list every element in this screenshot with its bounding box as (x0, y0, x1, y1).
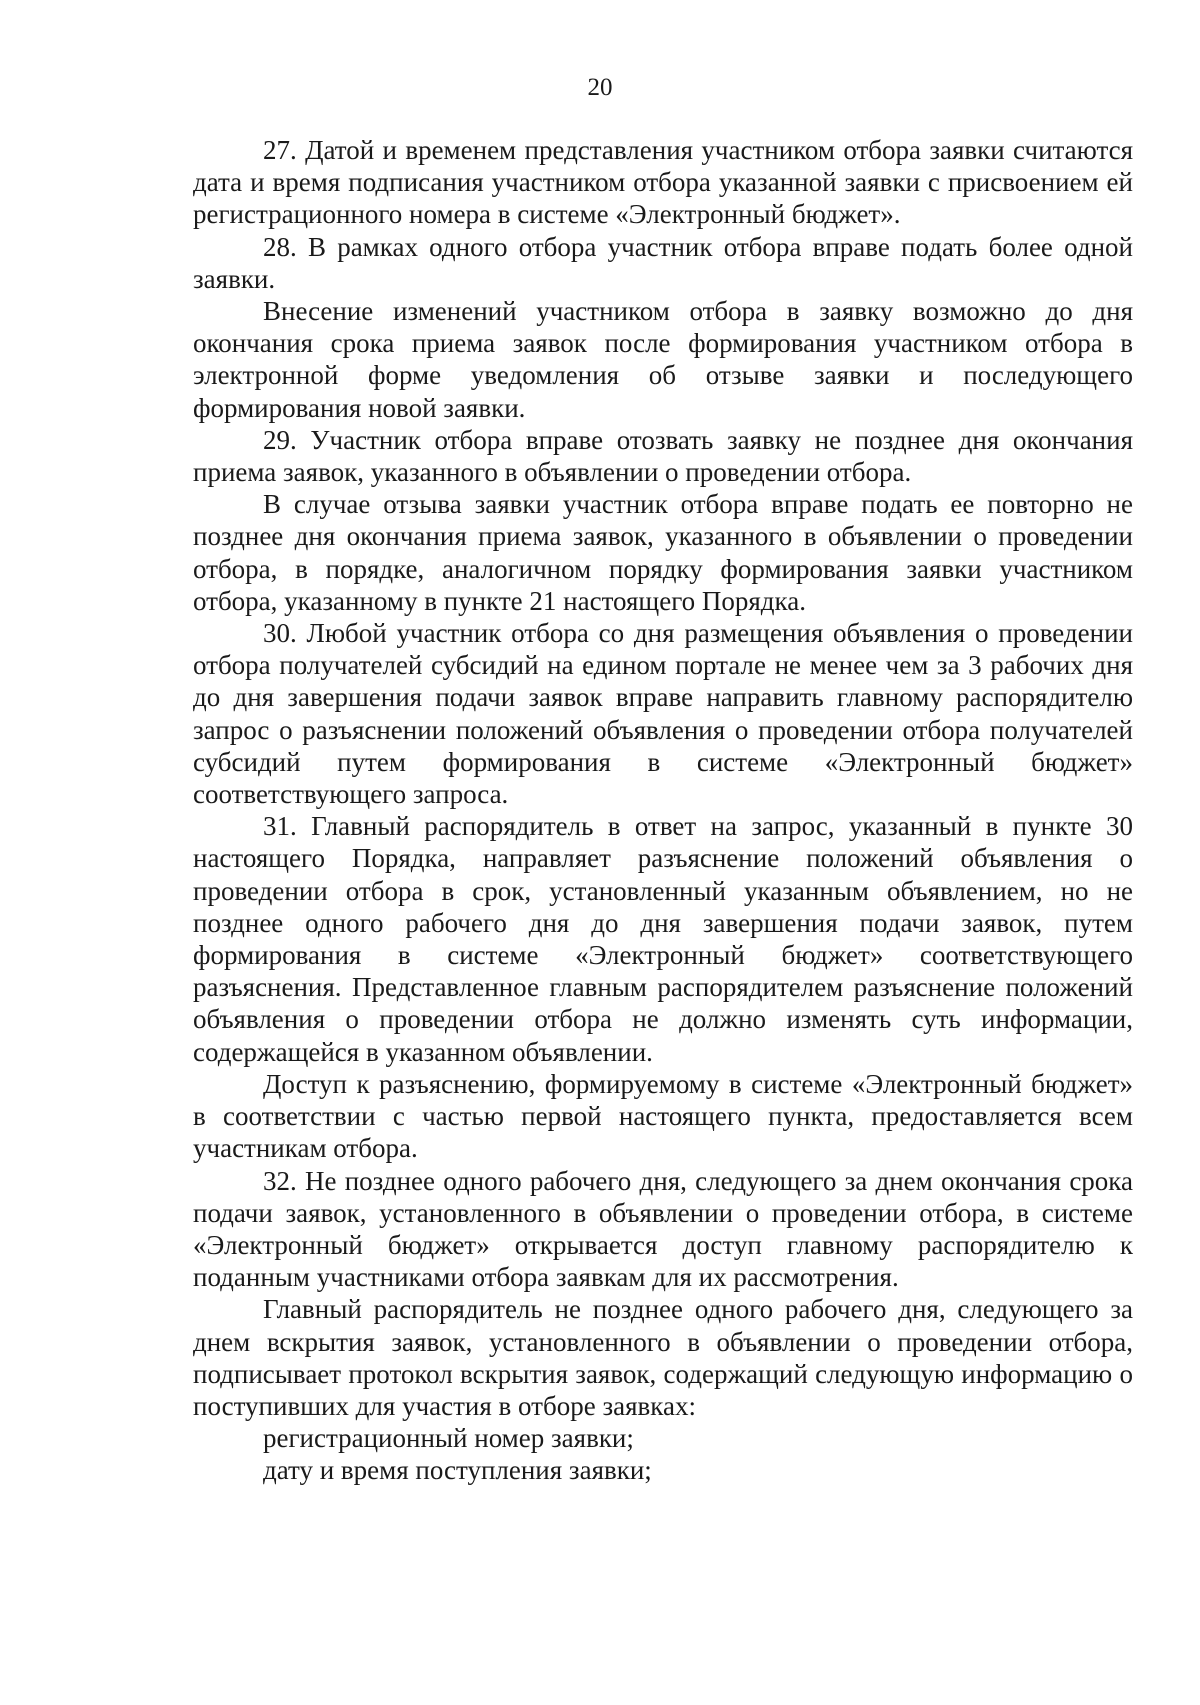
paragraph-31-access: Доступ к разъяснению, формируемому в системе «Электронный бюджет» в соответствии с частью первой настоящего пункта, предоставляется всем участникам отбора. (193, 1068, 1133, 1164)
paragraph-29-withdrawal: В случае отзыва заявки участник отбора вправе подать ее повторно не позднее дня окончания приема заявок, указанного в объявлении о проведении отбора, в порядке, аналогичном порядку формирования заявки участником отбора, указанному в пункте 21 настоящего Порядка. (193, 489, 1133, 616)
page-number: 20 (587, 74, 613, 101)
paragraph-29: 29. Участник отбора вправе отозвать заявку не позднее дня окончания приема заявок, указанного в объявлении о проведении отбора. (193, 424, 1133, 488)
paragraph-28-changes: Внесение изменений участником отбора в заявку возможно до дня окончания срока приема заявок после формирования участником отбора в электронной форме уведомления об отзыве заявки и последующего формирования новой заявки. (193, 296, 1133, 423)
document-body (193, 134, 1133, 1487)
paragraph-32: 32. Не позднее одного рабочего дня, следующего за днем окончания срока подачи заявок, установленного в объявлении о проведении отбора, в системе «Электронный бюджет» открывается доступ главному распорядителю к поданным участниками отбора заявкам для их рассмотрения. (193, 1165, 1133, 1293)
paragraph-30: 30. Любой участник отбора со дня размещения объявления о проведении отбора получателей субсидий на едином портале не менее чем за 3 рабочих дня до дня завершения подачи заявок вправе направить главному распорядителю запрос о разъяснении положений объявления о проведении отбора получателей субсидий путем формирования в системе «Электронный бюджет» соответствующего запроса. (193, 618, 1133, 810)
paragraph-28: 28. В рамках одного отбора участник отбора вправе подать более одной заявки. (193, 231, 1133, 294)
list-item: регистрационный номер заявки; (263, 1423, 634, 1454)
paragraph-31: 31. Главный распорядитель в ответ на запрос, указанный в пункте 30 настоящего Порядка, направляет разъяснение положений объявления о проведении отбора в срок, установленный указанным объявлением, но не позднее одного рабочего дня до дня завершения подачи заявок, путем формирования в системе «Электронный бюджет» соответствующего разъяснения. Представленное главным распорядителем разъяснение положений объявления о проведении отбора не должно изменять суть информации, содержащейся в указанном объявлении. (193, 811, 1133, 1067)
list-item: дату и время поступления заявки; (263, 1455, 652, 1486)
paragraph-32-protocol: Главный распорядитель не позднее одного рабочего дня, следующего за днем вскрытия заявок, установленного в объявлении о проведении отбора, подписывает протокол вскрытия заявок, содержащий следующую информацию о поступивших для участия в отборе заявках: (193, 1294, 1133, 1421)
paragraph-27: 27. Датой и временем представления участником отбора заявки считаются дата и время подписания участником отбора указанной заявки с присвоением ей регистрационного номера в системе «Электронный бюджет». (193, 135, 1133, 230)
